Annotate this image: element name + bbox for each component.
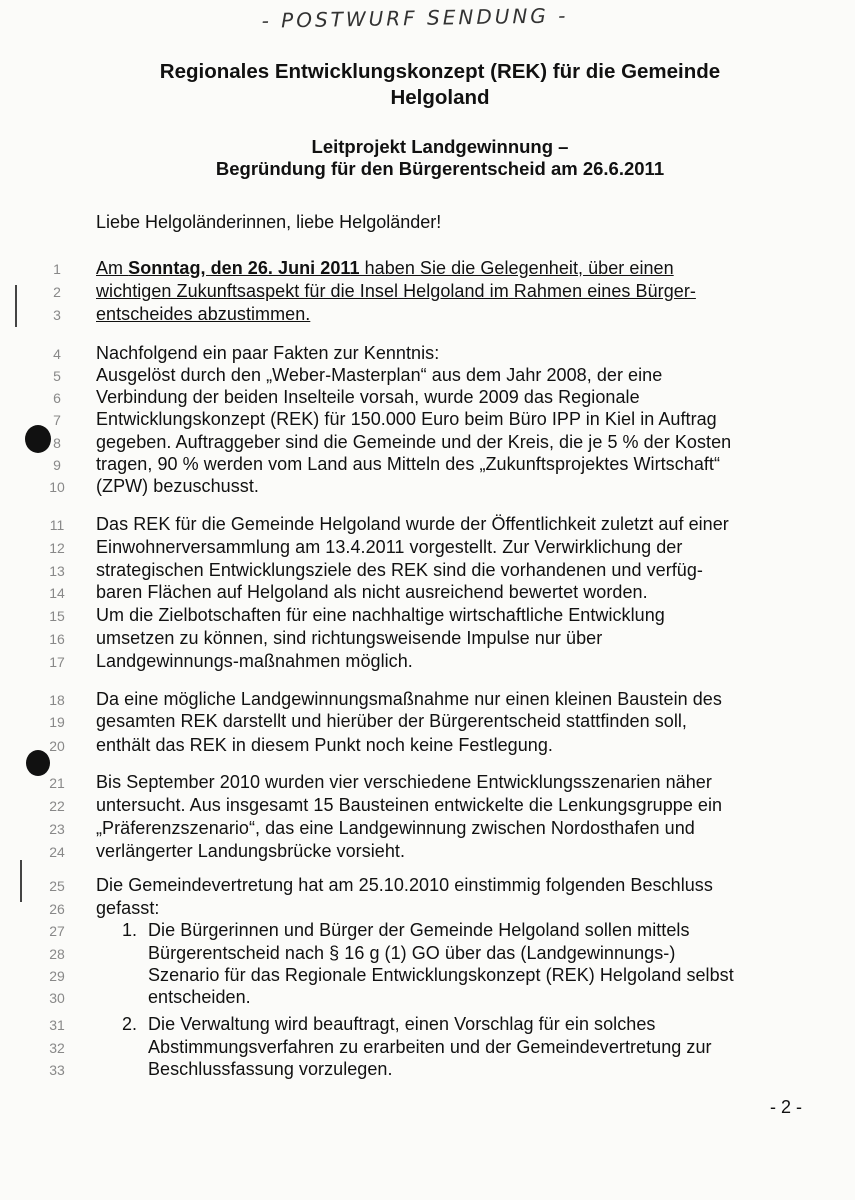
line-number: 5 bbox=[53, 368, 61, 384]
body-text-line: Die Verwaltung wird beauftragt, einen Vorschlag für ein solches bbox=[148, 1014, 656, 1034]
line-number: 6 bbox=[53, 390, 61, 406]
body-text-line: tragen, 90 % werden vom Land aus Mitteln des „Zukunftsprojektes Wirtschaft“ bbox=[96, 454, 721, 474]
line-number: 13 bbox=[49, 563, 65, 579]
body-text-line: (ZPW) bezuschusst. bbox=[96, 476, 259, 496]
body-text-line: enthält das REK in diesem Punkt noch keine Festlegung. bbox=[96, 735, 553, 755]
line-number: 32 bbox=[49, 1040, 65, 1056]
body-text-line: Das REK für die Gemeinde Helgoland wurde der Öffentlichkeit zuletzt auf einer bbox=[96, 514, 729, 534]
line-number: 24 bbox=[49, 844, 65, 860]
body-text-line: wichtigen Zukunftsaspekt für die Insel Helgoland im Rahmen eines Bürger- bbox=[96, 281, 696, 301]
line-number: 10 bbox=[49, 479, 65, 495]
body-text-line: umsetzen zu können, sind richtungsweisende Impulse nur über bbox=[96, 628, 603, 648]
body-text-line: gefasst: bbox=[96, 898, 160, 918]
body-text-line: Die Gemeindevertretung hat am 25.10.2010 einstimmig folgenden Beschluss bbox=[96, 875, 713, 895]
line-number: 14 bbox=[49, 585, 65, 601]
list-number: 2. bbox=[122, 1014, 138, 1034]
body-text-line: Abstimmungsverfahren zu erarbeiten und der Gemeindevertretung zur bbox=[148, 1037, 712, 1057]
body-text-line bbox=[96, 258, 674, 279]
line-number: 9 bbox=[53, 457, 61, 473]
line-number: 12 bbox=[49, 540, 65, 556]
line-number: 27 bbox=[49, 923, 65, 939]
line-number: 30 bbox=[49, 990, 65, 1006]
body-text-line: entscheiden. bbox=[148, 987, 251, 1007]
body-text-line: Bürgerentscheid nach § 16 g (1) GO über das (Landgewinnungs-) bbox=[148, 943, 676, 963]
body-text-line: Landgewinnungs-maßnahmen möglich. bbox=[96, 651, 413, 671]
line-number: 3 bbox=[53, 307, 61, 323]
body-text-line: Verbindung der beiden Inselteile vorsah, wurde 2009 das Regionale bbox=[96, 387, 640, 407]
referendum-date-bold: Sonntag, den 26. Juni 2011 bbox=[128, 258, 360, 278]
line-number: 17 bbox=[49, 654, 65, 670]
body-text-line: Entwicklungskonzept (REK) für 150.000 Euro beim Büro IPP in Kiel in Auftrag bbox=[96, 409, 717, 429]
greeting: Liebe Helgoländerinnen, liebe Helgoländer! bbox=[96, 212, 442, 232]
line-number: 21 bbox=[49, 775, 65, 791]
line-text-post: haben Sie die Gelegenheit, über einen bbox=[359, 258, 674, 278]
line-number: 26 bbox=[49, 901, 65, 917]
line-number: 4 bbox=[53, 346, 61, 362]
body-text-line: entscheides abzustimmen. bbox=[96, 304, 311, 324]
margin-mark-bottom bbox=[20, 860, 22, 902]
line-number: 16 bbox=[49, 631, 65, 647]
body-text-line: Szenario für das Regionale Entwicklungskonzept (REK) Helgoland selbst bbox=[148, 965, 734, 985]
body-text-line: Einwohnerversammlung am 13.4.2011 vorgestellt. Zur Verwirklichung der bbox=[96, 537, 683, 557]
line-number: 7 bbox=[53, 412, 61, 428]
body-text-line: gegeben. Auftraggeber sind die Gemeinde und der Kreis, die je 5 % der Kosten bbox=[96, 432, 732, 452]
line-number: 15 bbox=[49, 608, 65, 624]
body-text-line: verlängerter Landungsbrücke vorsieht. bbox=[96, 841, 406, 861]
body-text-line: Bis September 2010 wurden vier verschiedene Entwicklungsszenarien näher bbox=[96, 772, 712, 792]
line-number: 33 bbox=[49, 1062, 65, 1078]
line-number: 11 bbox=[49, 517, 65, 533]
document-title-line-2: Helgoland bbox=[390, 86, 490, 109]
line-number: 8 bbox=[53, 435, 61, 451]
line-number: 1 bbox=[53, 261, 61, 277]
handwritten-postwurf-note: - POSTWURF SENDUNG - bbox=[261, 3, 569, 33]
body-text-line: Die Bürgerinnen und Bürger der Gemeinde Helgoland sollen mittels bbox=[148, 920, 690, 940]
line-number: 28 bbox=[49, 946, 65, 962]
punch-hole-bottom bbox=[26, 750, 50, 776]
margin-mark-top bbox=[15, 285, 17, 327]
body-text-line: gesamten REK darstellt und hierüber der Bürgerentscheid stattfinden soll, bbox=[96, 711, 687, 731]
body-text-line: Ausgelöst durch den „Weber-Masterplan“ aus dem Jahr 2008, der eine bbox=[96, 365, 663, 385]
line-number: 18 bbox=[49, 692, 65, 708]
body-text-line: Da eine mögliche Landgewinnungsmaßnahme nur einen kleinen Baustein des bbox=[96, 689, 722, 709]
body-text-line: Um die Zielbotschaften für eine nachhaltige wirtschaftliche Entwicklung bbox=[96, 605, 665, 625]
body-text-line: strategischen Entwicklungsziele des REK sind die vorhandenen und verfüg- bbox=[96, 560, 703, 580]
document-subtitle-line-1: Leitprojekt Landgewinnung – bbox=[311, 136, 569, 157]
line-text-pre: Am bbox=[96, 258, 129, 278]
body-text-line: Nachfolgend ein paar Fakten zur Kenntnis: bbox=[96, 343, 440, 363]
line-number: 2 bbox=[53, 284, 61, 300]
line-number: 25 bbox=[49, 878, 65, 894]
body-text-line: baren Flächen auf Helgoland als nicht ausreichend bewertet worden. bbox=[96, 582, 648, 602]
line-number: 22 bbox=[49, 798, 65, 814]
body-text-line: „Präferenzszenario“, das eine Landgewinnung zwischen Nordosthafen und bbox=[96, 818, 695, 838]
punch-hole-top bbox=[25, 425, 51, 453]
body-text-line: Beschlussfassung vorzulegen. bbox=[148, 1059, 393, 1079]
line-number: 29 bbox=[49, 968, 65, 984]
line-number: 19 bbox=[49, 714, 65, 730]
line-number: 23 bbox=[49, 821, 65, 837]
list-number: 1. bbox=[122, 920, 138, 940]
line-number: 20 bbox=[49, 738, 65, 754]
page-number: - 2 - bbox=[770, 1097, 803, 1117]
document-subtitle-line-2: Begründung für den Bürgerentscheid am 26.6.2011 bbox=[215, 158, 665, 179]
body-text-line: untersucht. Aus insgesamt 15 Bausteinen entwickelte die Lenkungsgruppe ein bbox=[96, 795, 723, 815]
line-number: 31 bbox=[49, 1017, 65, 1033]
document-title-line-1: Regionales Entwicklungskonzept (REK) für die Gemeinde bbox=[159, 60, 721, 83]
